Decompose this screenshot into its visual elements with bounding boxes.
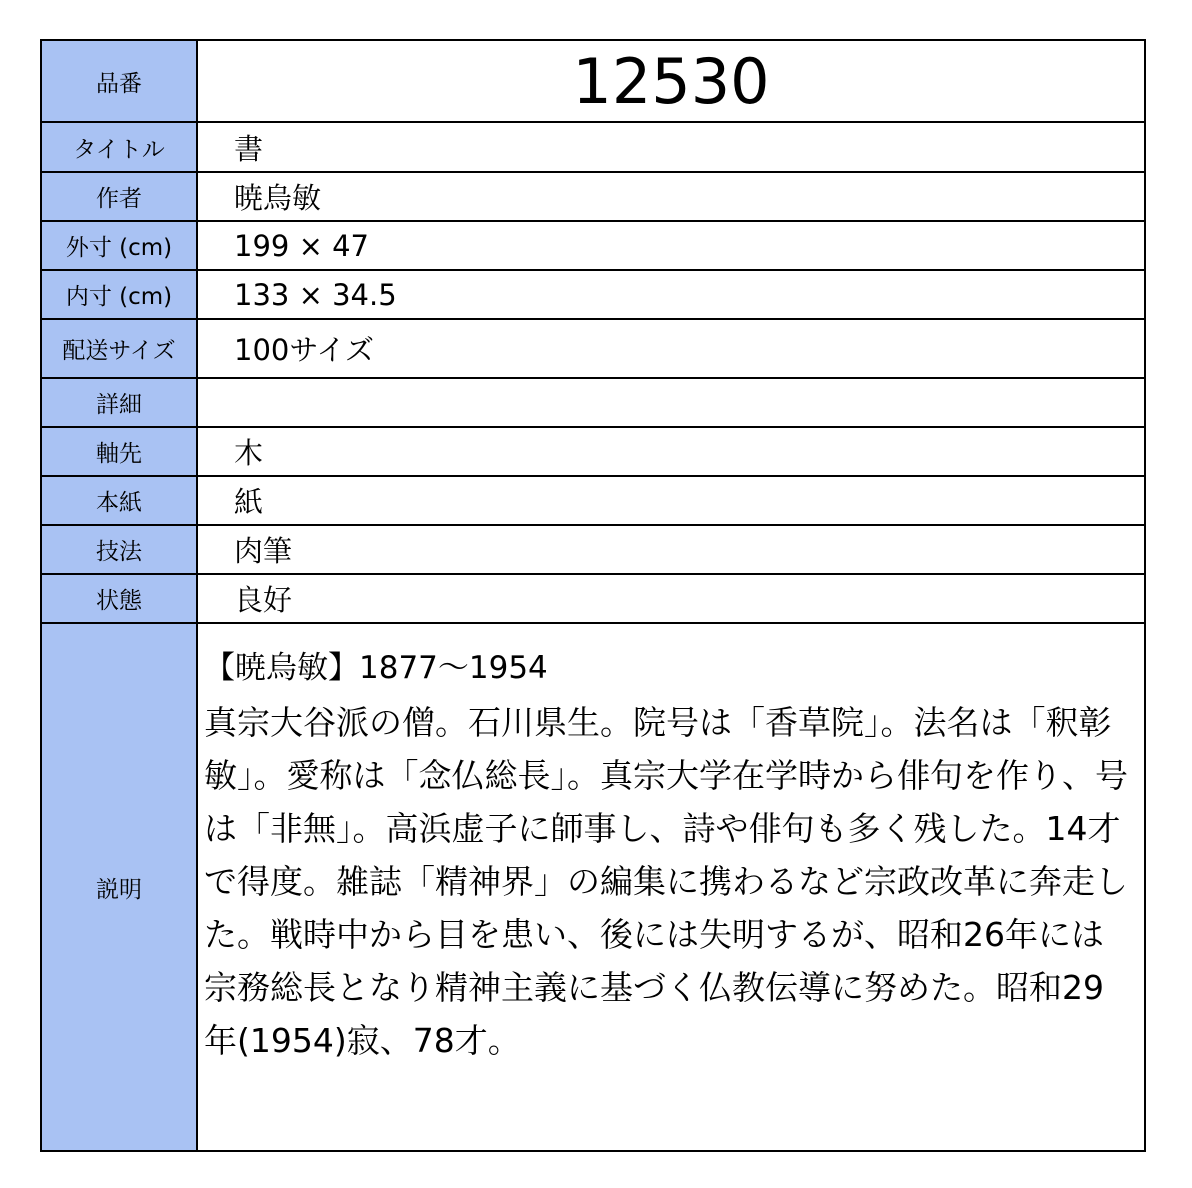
row-author [42, 171, 1144, 220]
value-details [198, 379, 1144, 426]
label-author: 作者 [42, 173, 198, 220]
label-shipping-size: 配送サイズ [42, 320, 198, 377]
value-author: 暁烏敏 [234, 181, 322, 215]
label-inner-size: 内寸 (cm) [42, 271, 198, 318]
value-roller-end: 木 [234, 436, 264, 470]
row-outer-size [42, 220, 1144, 269]
row-inner-size [42, 269, 1144, 318]
value-condition: 良好 [234, 583, 293, 617]
label-roller-end: 軸先 [42, 428, 198, 475]
row-paper [42, 475, 1144, 524]
label-title: タイトル [42, 123, 198, 171]
label-technique: 技法 [42, 526, 198, 573]
item-spec-table [40, 39, 1146, 1152]
value-description [198, 624, 1144, 1150]
label-item-number: 品番 [42, 41, 198, 121]
label-description: 説明 [42, 624, 198, 1150]
label-details: 詳細 [42, 379, 198, 426]
label-condition: 状態 [42, 575, 198, 622]
row-item-number [42, 41, 1144, 121]
value-outer-size: 199 × 47 [234, 228, 369, 263]
label-outer-size: 外寸 (cm) [42, 222, 198, 269]
label-paper: 本紙 [42, 477, 198, 524]
row-roller-end [42, 426, 1144, 475]
row-shipping-size [42, 318, 1144, 377]
row-description [42, 622, 1144, 1150]
value-item-number: 12530 [572, 44, 770, 118]
row-details [42, 377, 1144, 426]
description-body: 真宗大谷派の僧。石川県生。院号は「香草院」。法名は「釈彰敏」。愛称は「念仏総長」。真宗大学在学時から俳句を作り、号は「非無」。高浜虚子に師事し、詩や俳句も多く残した。14才で得度。雑誌「精神界」の編集に携わるなど宗政改革に奔走した。戦時中から目を患い、後には失明するが、昭和26年には宗務総長となり精神主義に基づく仏教伝導に努めた。昭和29年(1954)寂、78才。 [204, 703, 1128, 1060]
row-condition [42, 573, 1144, 622]
value-shipping-size: 100サイズ [234, 333, 375, 367]
row-technique [42, 524, 1144, 573]
value-title: 書 [234, 131, 264, 166]
description-heading: 【暁烏敏】1877〜1954 [204, 650, 548, 686]
row-title [42, 121, 1144, 171]
value-inner-size: 133 × 34.5 [234, 277, 397, 312]
value-paper: 紙 [234, 485, 264, 519]
value-technique: 肉筆 [234, 534, 293, 568]
